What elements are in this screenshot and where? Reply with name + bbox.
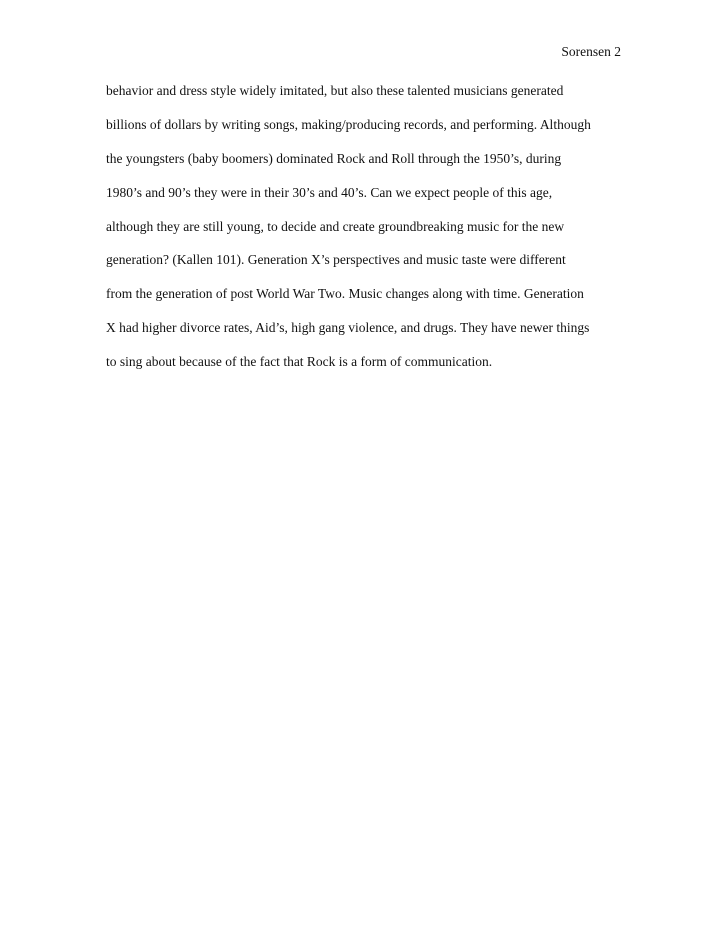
- body-line: although they are still young, to decide and create groundbreaking music for the new: [106, 218, 565, 234]
- body-line: generation? (Kallen 101). Generation X’s perspectives and music taste were different: [106, 252, 566, 268]
- body-paragraph: [106, 83, 646, 388]
- body-line: to sing about because of the fact that Rock is a form of communication.: [106, 354, 493, 370]
- body-line: billions of dollars by writing songs, making/producing records, and performing. Although: [106, 116, 591, 132]
- body-line: behavior and dress style widely imitated, but also these talented musicians generated: [106, 83, 564, 98]
- body-line: the youngsters (baby boomers) dominated Rock and Roll through the 1950’s, during: [106, 150, 562, 166]
- body-line: from the generation of post World War Two. Music changes along with time. Generation: [106, 286, 584, 302]
- body-line: 1980’s and 90’s they were in their 30’s and 40’s. Can we expect people of this age,: [106, 184, 553, 200]
- body-line: X had higher divorce rates, Aid’s, high gang violence, and drugs. They have newer things: [106, 320, 590, 336]
- running-head: Sorensen 2: [561, 44, 621, 59]
